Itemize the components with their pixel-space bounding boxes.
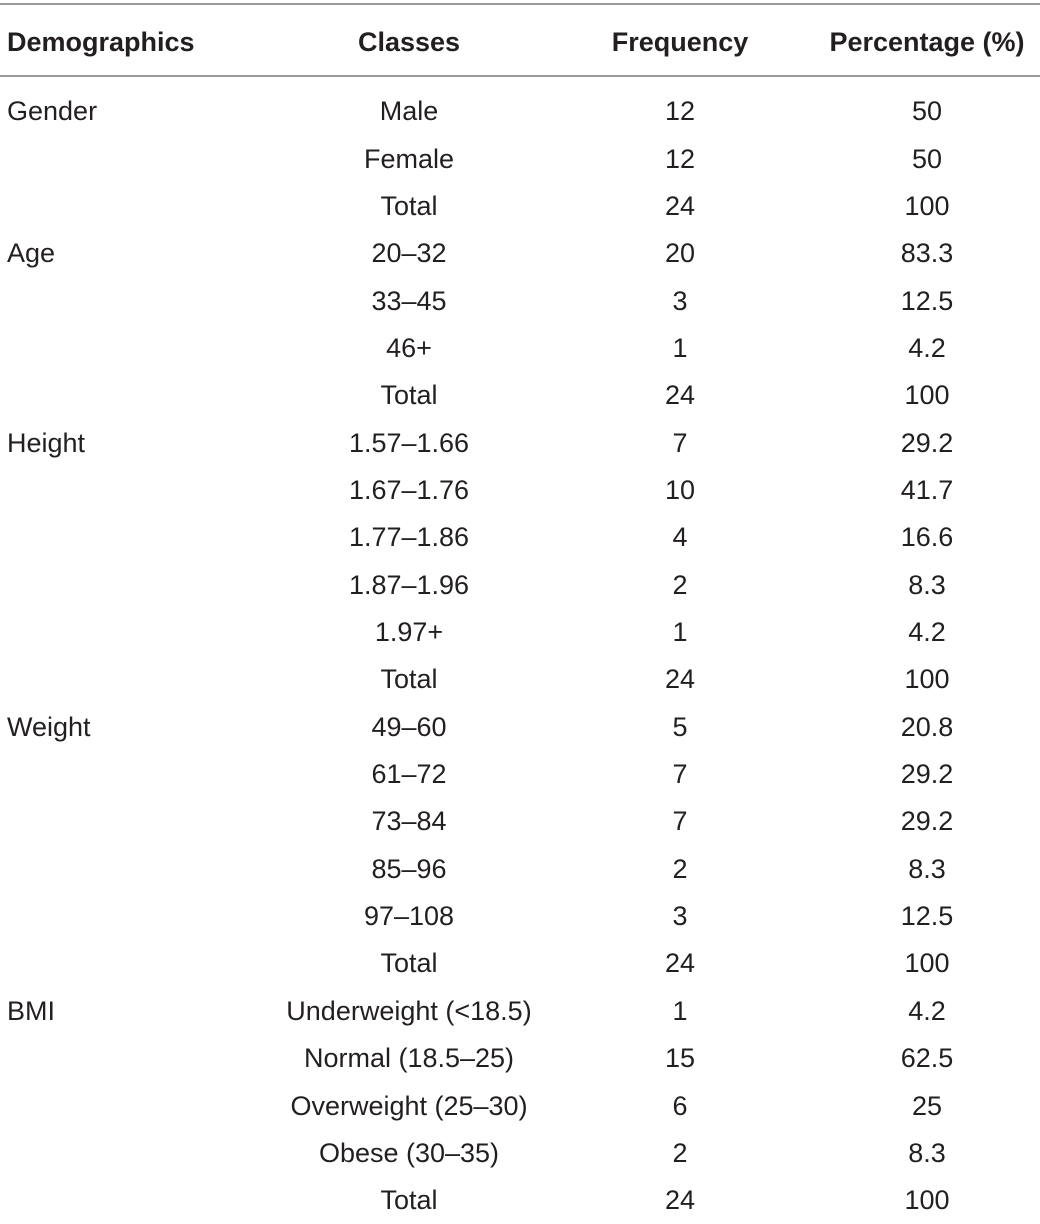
cell-demographic bbox=[7, 798, 257, 845]
cell-demographic bbox=[7, 467, 257, 514]
cell-class: 61–72 bbox=[371, 759, 447, 790]
cell-class: Female bbox=[363, 143, 455, 174]
cell-class: Obese (30–35) bbox=[318, 1137, 500, 1168]
table-row bbox=[0, 1130, 1040, 1177]
table-row bbox=[0, 893, 1040, 940]
cell-percentage: 4.2 bbox=[908, 332, 946, 363]
cell-frequency: 7 bbox=[672, 806, 688, 837]
table-row bbox=[0, 562, 1040, 609]
cell-frequency: 24 bbox=[664, 664, 696, 695]
cell-frequency: 5 bbox=[672, 711, 688, 742]
cell-percentage: 12.5 bbox=[900, 285, 954, 316]
cell-demographic bbox=[7, 609, 257, 656]
table-header-rule bbox=[0, 75, 1040, 77]
table-row bbox=[0, 419, 1040, 466]
cell-class: Overweight (25–30) bbox=[290, 1090, 528, 1121]
cell-percentage: 8.3 bbox=[908, 569, 946, 600]
cell-demographic bbox=[7, 1082, 257, 1129]
table-top-rule bbox=[0, 3, 1040, 5]
cell-percentage: 8.3 bbox=[908, 853, 946, 884]
cell-class: 1.97+ bbox=[374, 617, 444, 648]
cell-percentage: 4.2 bbox=[908, 995, 946, 1026]
cell-percentage: 83.3 bbox=[900, 238, 954, 269]
cell-frequency: 12 bbox=[664, 96, 696, 127]
cell-demographic: Gender bbox=[7, 96, 98, 127]
cell-class: Underweight (<18.5) bbox=[286, 995, 532, 1026]
table-row bbox=[0, 467, 1040, 514]
cell-class: 20–32 bbox=[371, 238, 447, 269]
cell-percentage: 50 bbox=[911, 143, 943, 174]
cell-frequency: 24 bbox=[664, 948, 696, 979]
table-row bbox=[0, 372, 1040, 419]
cell-percentage: 100 bbox=[904, 1185, 950, 1216]
table-row bbox=[0, 846, 1040, 893]
cell-percentage: 100 bbox=[904, 948, 950, 979]
table-row bbox=[0, 798, 1040, 845]
cell-demographic: Age bbox=[7, 238, 56, 269]
cell-frequency: 3 bbox=[672, 285, 688, 316]
header-percentage: Percentage (%) bbox=[829, 26, 1025, 57]
cell-demographic bbox=[7, 846, 257, 893]
cell-percentage: 100 bbox=[904, 190, 950, 221]
cell-demographic bbox=[7, 940, 257, 987]
cell-class: 1.77–1.86 bbox=[348, 522, 470, 553]
cell-demographic bbox=[7, 562, 257, 609]
table-row bbox=[0, 988, 1040, 1035]
cell-class: 85–96 bbox=[371, 853, 447, 884]
table-row bbox=[0, 514, 1040, 561]
cell-demographic: Height bbox=[7, 427, 86, 458]
cell-percentage: 25 bbox=[911, 1090, 943, 1121]
cell-frequency: 10 bbox=[664, 474, 696, 505]
cell-class: Total bbox=[380, 190, 438, 221]
cell-percentage: 29.2 bbox=[900, 427, 954, 458]
cell-frequency: 24 bbox=[664, 190, 696, 221]
header-classes: Classes bbox=[357, 26, 461, 57]
table-row bbox=[0, 325, 1040, 372]
cell-frequency: 12 bbox=[664, 143, 696, 174]
table-row bbox=[0, 656, 1040, 703]
cell-class: 1.57–1.66 bbox=[348, 427, 470, 458]
cell-demographic: BMI bbox=[7, 995, 56, 1026]
table-row bbox=[0, 183, 1040, 230]
cell-class: Male bbox=[379, 96, 439, 127]
table-row bbox=[0, 88, 1040, 135]
table-row bbox=[0, 1035, 1040, 1082]
table-row bbox=[0, 135, 1040, 182]
cell-percentage: 8.3 bbox=[908, 1137, 946, 1168]
cell-percentage: 41.7 bbox=[900, 474, 954, 505]
cell-frequency: 2 bbox=[672, 853, 688, 884]
cell-frequency: 7 bbox=[672, 759, 688, 790]
header-frequency: Frequency bbox=[611, 26, 749, 57]
cell-demographic bbox=[7, 135, 257, 182]
table-row bbox=[0, 704, 1040, 751]
cell-frequency: 20 bbox=[664, 238, 696, 269]
cell-demographic: Weight bbox=[7, 711, 91, 742]
cell-class: 97–108 bbox=[363, 901, 455, 932]
cell-demographic bbox=[7, 656, 257, 703]
cell-demographic bbox=[7, 372, 257, 419]
table-row bbox=[0, 1082, 1040, 1129]
cell-demographic bbox=[7, 1130, 257, 1177]
cell-demographic bbox=[7, 751, 257, 798]
cell-frequency: 24 bbox=[664, 1185, 696, 1216]
cell-class: Total bbox=[380, 948, 438, 979]
cell-class: 49–60 bbox=[371, 711, 447, 742]
cell-class: 1.87–1.96 bbox=[348, 569, 470, 600]
cell-percentage: 12.5 bbox=[900, 901, 954, 932]
cell-demographic bbox=[7, 893, 257, 940]
cell-class: Normal (18.5–25) bbox=[303, 1043, 515, 1074]
cell-percentage: 100 bbox=[904, 664, 950, 695]
cell-frequency: 15 bbox=[664, 1043, 696, 1074]
cell-percentage: 29.2 bbox=[900, 759, 954, 790]
header-demographics: Demographics bbox=[7, 26, 195, 57]
cell-class: 73–84 bbox=[371, 806, 447, 837]
table-row bbox=[0, 609, 1040, 656]
table-row bbox=[0, 230, 1040, 277]
cell-percentage: 100 bbox=[904, 380, 950, 411]
cell-frequency: 6 bbox=[672, 1090, 688, 1121]
cell-class: Total bbox=[380, 664, 438, 695]
cell-frequency: 2 bbox=[672, 1137, 688, 1168]
cell-frequency: 4 bbox=[672, 522, 688, 553]
table-header-row bbox=[0, 12, 1040, 72]
cell-class: 33–45 bbox=[371, 285, 447, 316]
cell-demographic bbox=[7, 1035, 257, 1082]
cell-frequency: 1 bbox=[672, 332, 688, 363]
table-row bbox=[0, 277, 1040, 324]
cell-percentage: 62.5 bbox=[900, 1043, 954, 1074]
table-row bbox=[0, 751, 1040, 798]
cell-demographic bbox=[7, 183, 257, 230]
cell-frequency: 1 bbox=[672, 617, 688, 648]
cell-frequency: 3 bbox=[672, 901, 688, 932]
cell-frequency: 24 bbox=[664, 380, 696, 411]
cell-demographic bbox=[7, 277, 257, 324]
cell-demographic bbox=[7, 325, 257, 372]
cell-percentage: 16.6 bbox=[900, 522, 954, 553]
cell-class: Total bbox=[380, 1185, 438, 1216]
cell-frequency: 2 bbox=[672, 569, 688, 600]
cell-class: Total bbox=[380, 380, 438, 411]
cell-percentage: 29.2 bbox=[900, 806, 954, 837]
cell-demographic bbox=[7, 514, 257, 561]
cell-frequency: 7 bbox=[672, 427, 688, 458]
cell-percentage: 20.8 bbox=[900, 711, 954, 742]
cell-class: 46+ bbox=[386, 332, 432, 363]
table-row bbox=[0, 940, 1040, 987]
cell-percentage: 50 bbox=[911, 96, 943, 127]
cell-class: 1.67–1.76 bbox=[348, 474, 470, 505]
cell-percentage: 4.2 bbox=[908, 617, 946, 648]
cell-frequency: 1 bbox=[672, 995, 688, 1026]
